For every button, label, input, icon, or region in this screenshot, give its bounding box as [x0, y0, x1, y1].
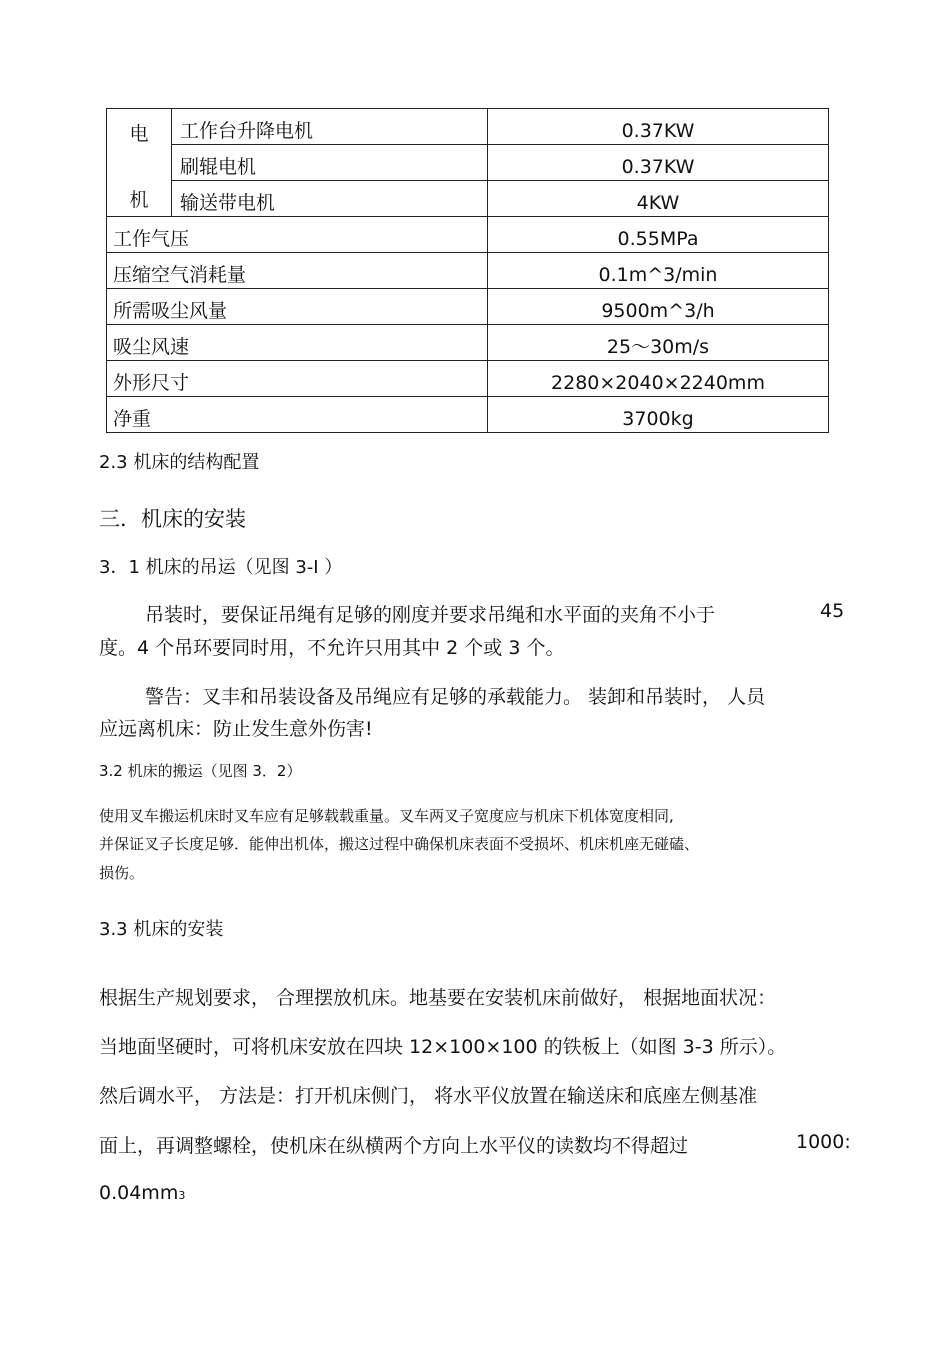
table-row: [107, 181, 829, 217]
table-row: [107, 217, 829, 253]
paragraph-line: 45: [820, 600, 845, 622]
warning-line: 应远离机床：防止发生意外伤害!: [99, 718, 373, 740]
spec-value: 0.55MPa: [488, 217, 829, 253]
spec-value: 4KW: [488, 181, 829, 217]
table-row: [107, 145, 829, 181]
paragraph-line: 面上，再调整螺栓，使机床在纵横两个方向上水平仪的读数均不得超过: [99, 1135, 689, 1157]
paragraph-line: 损伤。: [99, 864, 145, 882]
table-row: [107, 397, 829, 433]
section-heading-3-1: 3．1 机床的吊运（见图 3-I ）: [99, 557, 343, 578]
spec-name: 输送带电机: [172, 181, 488, 217]
paragraph-line: [99, 1182, 185, 1204]
table-row: [107, 109, 829, 145]
spec-value: 25～30m/s: [488, 325, 829, 361]
spec-name: 净重: [107, 397, 488, 433]
paragraph-line: 吊装时，要保证吊绳有足够的刚度并要求吊绳和水平面的夹角不小于: [145, 604, 716, 626]
chapter-heading: 三．机床的安装: [99, 507, 246, 531]
measurement-suffix: 3: [178, 1189, 186, 1202]
warning-line: 警告：叉丰和吊装设备及吊绳应有足够的承载能力。 装卸和吊装时， 人员: [145, 686, 766, 708]
motor-group-cell: [107, 109, 172, 217]
section-heading-2-3: 2.3 机床的结构配置: [99, 452, 260, 473]
spec-value: 0.37KW: [488, 109, 829, 145]
paragraph-line: 当地面坚硬时，可将机床安放在四块 12×100×100 的铁板上（如图 3-3 所示）。: [99, 1036, 787, 1058]
paragraph-line: 1000:: [796, 1131, 851, 1153]
spec-name: 压缩空气消耗量: [107, 253, 488, 289]
group-label: 电: [129, 123, 149, 145]
spec-name: 工作气压: [107, 217, 488, 253]
spec-table: [106, 108, 829, 433]
spec-name: 吸尘风速: [107, 325, 488, 361]
spec-name: 刷辊电机: [172, 145, 488, 181]
paragraph-line: 然后调水平， 方法是：打开机床侧门， 将水平仪放置在输送床和底座左侧基准: [99, 1085, 758, 1107]
table-row: [107, 361, 829, 397]
spec-value: 2280×2040×2240mm: [488, 361, 829, 397]
paragraph-line: 根据生产规划要求， 合理摆放机床。地基要在安装机床前做好， 根据地面状况：: [99, 987, 777, 1009]
spec-value: 0.1m^3/min: [488, 253, 829, 289]
spec-value: 9500m^3/h: [488, 289, 829, 325]
spec-value: 3700kg: [488, 397, 829, 433]
paragraph-line: 使用叉车搬运机床时叉车应有足够载载重量。叉车两叉子宽度应与机床下机体宽度相同,: [99, 807, 674, 825]
spec-name: 外形尺寸: [107, 361, 488, 397]
spec-name: 所需吸尘风量: [107, 289, 488, 325]
spec-value: 0.37KW: [488, 145, 829, 181]
table-row: [107, 325, 829, 361]
measurement-text: 0.04mm: [99, 1182, 179, 1204]
group-label: 机: [129, 189, 149, 211]
spec-name: 工作台升降电机: [172, 109, 488, 145]
paragraph-line: 并保证叉子长度足够．能伸出机体，搬这过程中确保机床表面不受损坏、机床机座无碰磕、: [99, 835, 700, 853]
table-row: [107, 289, 829, 325]
paragraph-line: 度。4 个吊环要同时用，不允许只用其中 2 个或 3 个。: [99, 637, 565, 659]
section-heading-3-2: 3.2 机床的搬运（见图 3．2）: [99, 762, 302, 780]
table-row: [107, 253, 829, 289]
section-heading-3-3: 3.3 机床的安装: [99, 919, 224, 940]
